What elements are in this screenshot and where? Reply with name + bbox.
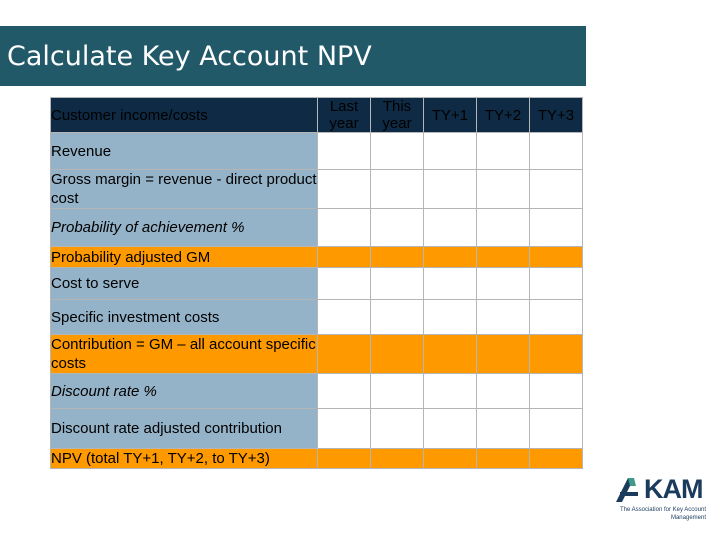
value-cell[interactable] <box>530 133 583 170</box>
value-cell[interactable] <box>530 268 583 300</box>
value-cell[interactable] <box>477 209 530 247</box>
value-cell[interactable] <box>318 268 371 300</box>
value-cell[interactable] <box>530 300 583 335</box>
value-cell[interactable] <box>371 374 424 409</box>
value-cell[interactable] <box>530 374 583 409</box>
row-label: Revenue <box>51 133 318 170</box>
row-label: Probability of achievement % <box>51 209 318 247</box>
value-cell[interactable] <box>477 170 530 209</box>
value-cell[interactable] <box>530 209 583 247</box>
table-row <box>51 409 583 449</box>
value-cell[interactable] <box>424 247 477 268</box>
row-label: Probability adjusted GM <box>51 247 318 268</box>
value-cell[interactable] <box>424 335 477 374</box>
value-cell[interactable] <box>318 133 371 170</box>
npv-table <box>50 97 583 469</box>
table-row <box>51 209 583 247</box>
header-ty1: TY+1 <box>424 98 477 133</box>
value-cell[interactable] <box>318 170 371 209</box>
value-cell[interactable] <box>371 247 424 268</box>
row-label: NPV (total TY+1, TY+2, to TY+3) <box>51 449 318 469</box>
value-cell[interactable] <box>477 374 530 409</box>
value-cell[interactable] <box>477 133 530 170</box>
table-row <box>51 335 583 374</box>
row-label: Discount rate adjusted contribution <box>51 409 318 449</box>
row-label: Discount rate % <box>51 374 318 409</box>
table-row <box>51 449 583 469</box>
value-cell[interactable] <box>477 409 530 449</box>
row-label: Cost to serve <box>51 268 318 300</box>
row-label: Gross margin = revenue - direct product cost <box>51 171 317 207</box>
value-cell[interactable] <box>424 409 477 449</box>
table-body <box>51 133 583 469</box>
value-cell[interactable] <box>318 449 371 469</box>
value-cell[interactable] <box>371 209 424 247</box>
header-ty2: TY+2 <box>477 98 530 133</box>
value-cell[interactable] <box>371 449 424 469</box>
value-cell[interactable] <box>530 449 583 469</box>
kam-logo-subtitle: The Association for Key Account Management <box>619 507 706 521</box>
value-cell[interactable] <box>477 449 530 469</box>
table-row <box>51 170 583 209</box>
value-cell[interactable] <box>477 335 530 374</box>
table-row <box>51 133 583 170</box>
value-cell[interactable] <box>530 409 583 449</box>
value-cell[interactable] <box>318 335 371 374</box>
value-cell[interactable] <box>424 133 477 170</box>
value-cell[interactable] <box>424 209 477 247</box>
value-cell[interactable] <box>424 300 477 335</box>
table-header-row <box>51 98 583 133</box>
kam-logo-text: KAM <box>644 474 703 504</box>
value-cell[interactable] <box>371 170 424 209</box>
slide-title: Calculate Key Account NPV <box>7 40 372 72</box>
value-cell[interactable] <box>371 300 424 335</box>
table-row <box>51 268 583 300</box>
value-cell[interactable] <box>424 170 477 209</box>
table-row <box>51 374 583 409</box>
value-cell[interactable] <box>371 268 424 300</box>
value-cell[interactable] <box>424 374 477 409</box>
header-label: Customer income/costs <box>51 98 318 133</box>
table-row <box>51 300 583 335</box>
value-cell[interactable] <box>530 170 583 209</box>
value-cell[interactable] <box>371 335 424 374</box>
value-cell[interactable] <box>477 300 530 335</box>
value-cell[interactable] <box>371 409 424 449</box>
value-cell[interactable] <box>530 335 583 374</box>
slide-title-bar <box>0 26 586 86</box>
header-ty3: TY+3 <box>530 98 583 133</box>
value-cell[interactable] <box>477 247 530 268</box>
value-cell[interactable] <box>318 409 371 449</box>
value-cell[interactable] <box>318 374 371 409</box>
value-cell[interactable] <box>318 247 371 268</box>
table-row <box>51 247 583 268</box>
row-label: Specific investment costs <box>51 300 318 335</box>
header-last-year: Last year <box>318 98 371 133</box>
value-cell[interactable] <box>318 300 371 335</box>
kam-logo <box>614 474 706 526</box>
row-label: Contribution = GM – all account specific costs <box>51 336 316 372</box>
value-cell[interactable] <box>318 209 371 247</box>
value-cell[interactable] <box>424 268 477 300</box>
value-cell[interactable] <box>424 449 477 469</box>
value-cell[interactable] <box>371 133 424 170</box>
header-this-year: This year <box>371 98 424 133</box>
value-cell[interactable] <box>530 247 583 268</box>
value-cell[interactable] <box>477 268 530 300</box>
